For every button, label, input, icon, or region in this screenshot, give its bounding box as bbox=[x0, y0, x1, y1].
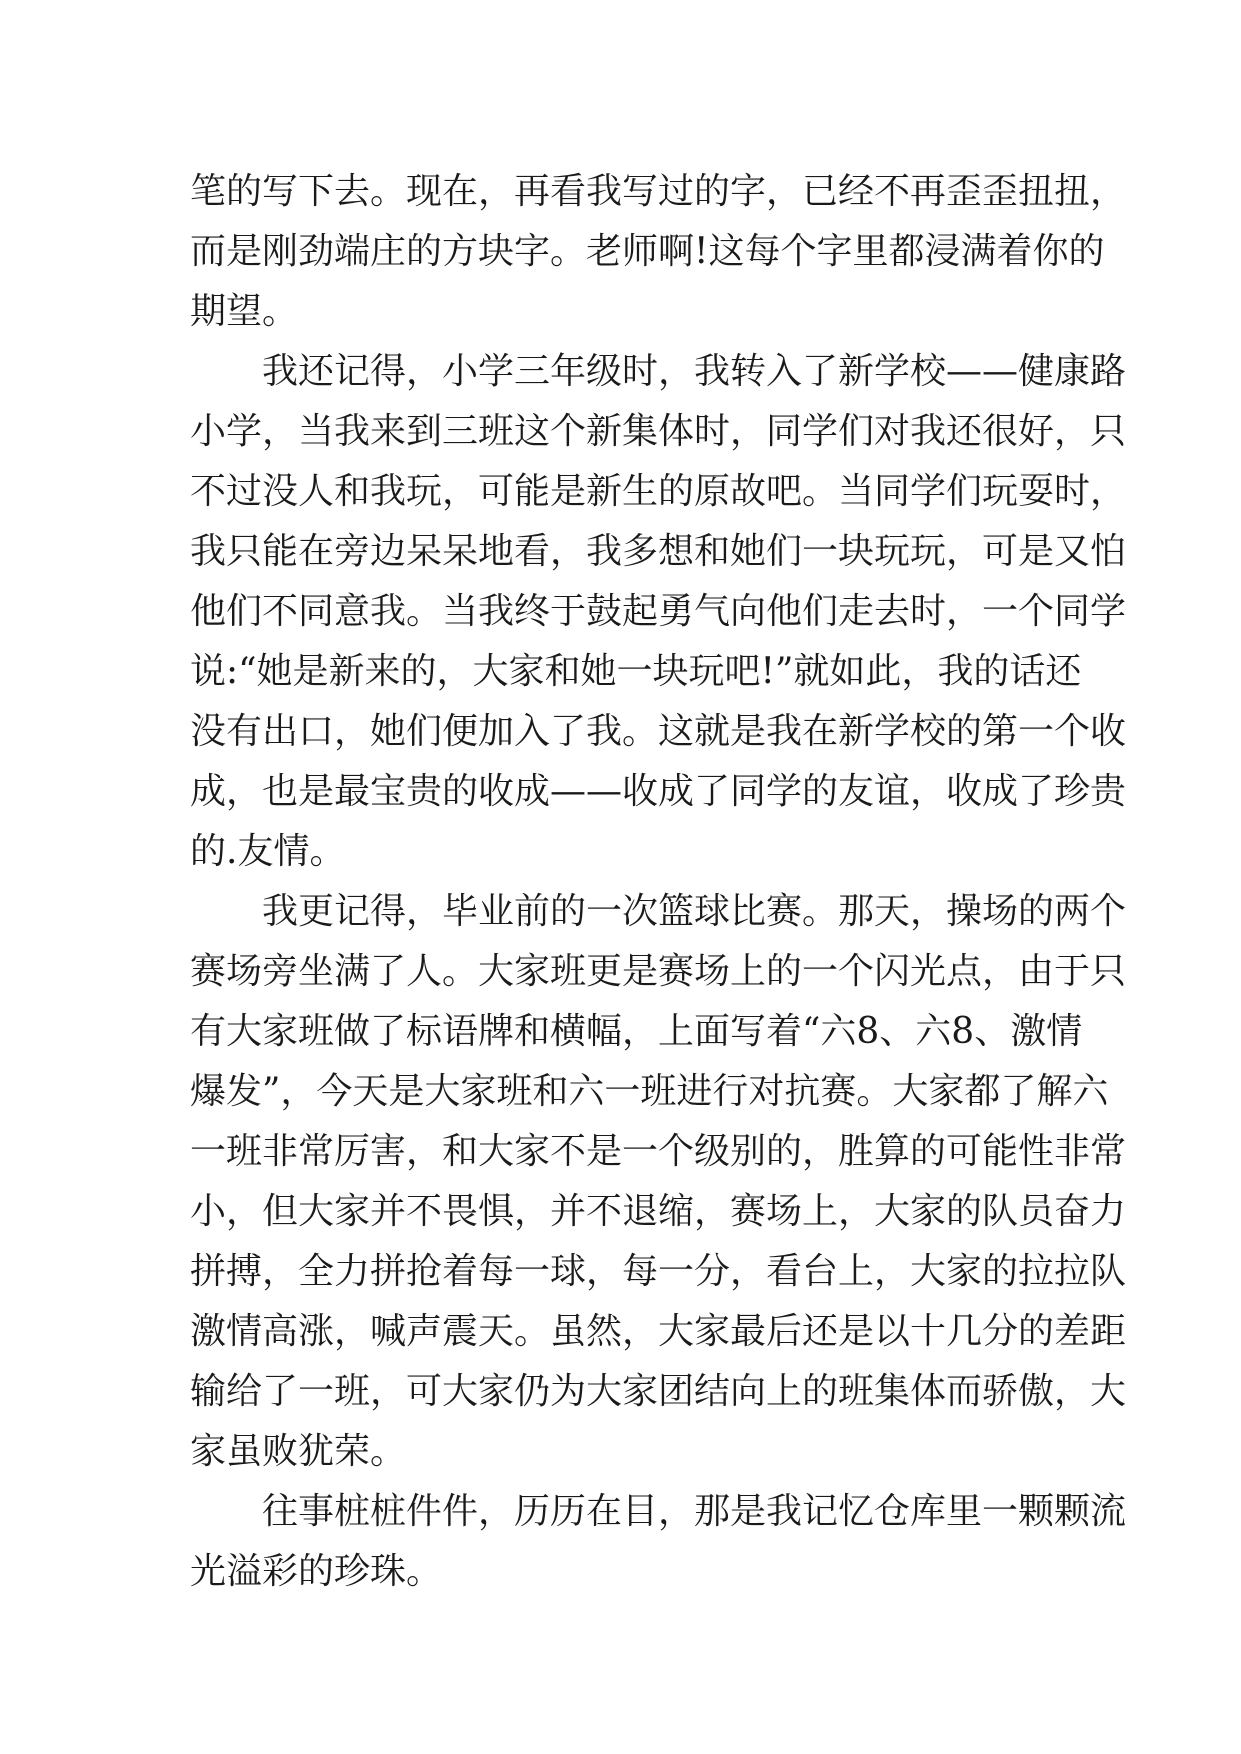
text-line: 激情高涨，喊声震天。虽然，大家最后还是以十几分的差距 bbox=[190, 1311, 1127, 1352]
document-body bbox=[190, 162, 1127, 1602]
text-line: 不过没人和我玩，可能是新生的原故吧。当同学们玩耍时， bbox=[190, 471, 1127, 512]
paragraph-2 bbox=[190, 342, 1127, 882]
text-line: 我还记得，小学三年级时，我转入了新学校——健康路 bbox=[262, 351, 1127, 392]
text-line: 期望。 bbox=[190, 291, 299, 332]
text-line: 而是刚劲端庄的方块字。老师啊!这每个字里都浸满着你的 bbox=[190, 231, 1105, 272]
text-line: 有大家班做了标语牌和横幅，上面写着“六8、六8、激情 bbox=[190, 1011, 1083, 1052]
text-line: 一班非常厉害，和大家不是一个级别的，胜算的可能性非常 bbox=[190, 1131, 1127, 1172]
text-line: 他们不同意我。当我终于鼓起勇气向他们走去时，一个同学 bbox=[190, 591, 1127, 632]
text-line: 爆发”，今天是大家班和六一班进行对抗赛。大家都了解六 bbox=[190, 1071, 1109, 1112]
paragraph-4 bbox=[190, 1482, 1127, 1602]
text-line: 没有出口，她们便加入了我。这就是我在新学校的第一个收 bbox=[190, 711, 1127, 752]
text-line: 说:“她是新来的，大家和她一块玩吧!”就如此，我的话还 bbox=[190, 651, 1082, 692]
text-line: 赛场旁坐满了人。大家班更是赛场上的一个闪光点，由于只 bbox=[190, 951, 1127, 992]
text-line: 输给了一班，可大家仍为大家团结向上的班集体而骄傲，大 bbox=[190, 1371, 1127, 1412]
text-line: 拼搏，全力拼抢着每一球，每一分，看台上，大家的拉拉队 bbox=[190, 1251, 1127, 1292]
text-line: 我只能在旁边呆呆地看，我多想和她们一块玩玩，可是又怕 bbox=[190, 531, 1127, 572]
text-line: 我更记得，毕业前的一次篮球比赛。那天，操场的两个 bbox=[262, 891, 1127, 932]
text-line: 往事桩桩件件，历历在目，那是我记忆仓库里一颗颗流 bbox=[262, 1491, 1127, 1532]
paragraph-3 bbox=[190, 882, 1127, 1482]
paragraph-1 bbox=[190, 162, 1127, 342]
text-line: 光溢彩的珍珠。 bbox=[190, 1551, 443, 1592]
text-line: 家虽败犹荣。 bbox=[190, 1431, 407, 1472]
text-line: 笔的写下去。现在，再看我写过的字，已经不再歪歪扭扭， bbox=[190, 171, 1127, 212]
text-line: 成，也是最宝贵的收成——收成了同学的友谊，收成了珍贵 bbox=[190, 771, 1127, 812]
text-line: 小学，当我来到三班这个新集体时，同学们对我还很好，只 bbox=[190, 411, 1127, 452]
text-line: 的.友情。 bbox=[190, 831, 346, 872]
text-line: 小，但大家并不畏惧，并不退缩，赛场上，大家的队员奋力 bbox=[190, 1191, 1127, 1232]
